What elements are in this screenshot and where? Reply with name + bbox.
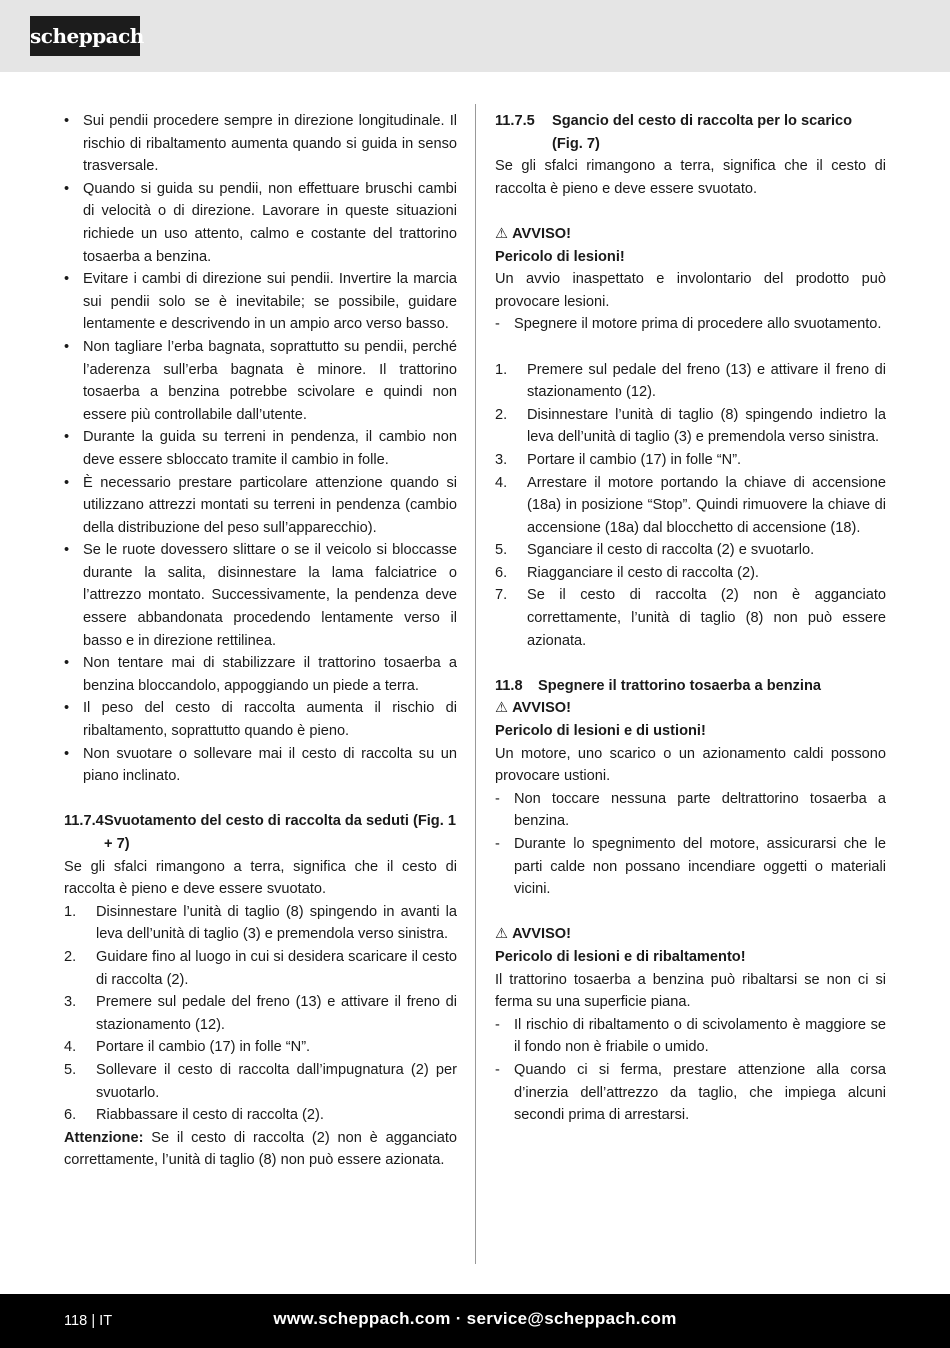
section-intro: Se gli sfalci rimangono a terra, significa che il cesto di raccolta è pieno e deve essere svuotato.	[64, 858, 457, 898]
list-item: 3. Premere sul pedale del freno (13) e attivare il freno di stazionamento (12).	[64, 994, 457, 1033]
list-item: - Non toccare nessuna parte deltrattorino tosaerba a benzina.	[495, 788, 886, 833]
warning-heading: ⚠ AVVISO!	[495, 223, 886, 246]
section-intro: Se gli sfalci rimangono a terra, significa che il cesto di raccolta è pieno e deve essere svuotato.	[495, 158, 886, 197]
section-heading-11-8	[495, 675, 886, 698]
warning-text: Il trattorino tosaerba a benzina può ribaltarsi se non ci si ferma su una superficie piana.	[495, 971, 886, 1011]
warning-text: Un avvio inaspettato e involontario del prodotto può provocare lesioni.	[495, 271, 886, 310]
list-item: • Se le ruote dovessero slittare o se il veicolo si bloccasse durante la salita, disinnestare la lama falciatrice o l’attrezzo montato. Successivamente, la pendenza deve essere abbandonata procedendo lentamente verso il basso e in direzione rettilinea.	[64, 539, 457, 652]
warning-triangle-icon: ⚠	[495, 225, 509, 242]
warning-heading: ⚠ AVVISO!	[495, 923, 886, 946]
warning-title: Pericolo di lesioni e di ribaltamento!	[495, 948, 746, 965]
list-item: • Durante la guida su terreni in pendenza, il cambio non deve essere sbloccato tramite il cambio in folle.	[64, 426, 457, 471]
list-item: 7. Se il cesto di raccolta (2) non è agganciato correttamente, l’unità di taglio (8) non può essere azionata.	[495, 587, 886, 649]
list-item: • Non svuotare o sollevare mai il cesto di raccolta su un piano inclinato.	[64, 743, 457, 788]
steps-list	[495, 359, 886, 653]
page-header	[0, 0, 950, 72]
scheppach-logo: scheppach	[30, 16, 140, 56]
left-column	[64, 110, 457, 1172]
list-item: 6. Riagganciare il cesto di raccolta (2).	[495, 564, 759, 581]
warning-heading: ⚠ AVVISO!	[495, 697, 886, 720]
list-item: - Spegnere il motore prima di procedere allo svuotamento.	[495, 313, 886, 336]
list-item: 6. Riabbassare il cesto di raccolta (2).	[64, 1107, 324, 1124]
list-item: • Il peso del cesto di raccolta aumenta il rischio di ribaltamento, soprattutto quando è pieno.	[64, 697, 457, 742]
attention-note: Attenzione: Se il cesto di raccolta (2) non è agganciato correttamente, l’unità di taglio (8) non può essere azionata.	[64, 1129, 457, 1169]
list-item: 5. Sollevare il cesto di raccolta dall’impugnatura (2) per svuotarlo.	[64, 1061, 457, 1101]
column-divider	[475, 104, 476, 1264]
list-item: • È necessario prestare particolare attenzione quando si utilizzano attrezzi montati su terreni in pendenza (cambio della distribuzione del peso sull’apparecchio).	[64, 472, 457, 540]
list-item: 2. Guidare fino al luogo in cui si desidera scaricare il cesto di raccolta (2).	[64, 948, 457, 988]
warning-dash-list	[495, 313, 886, 336]
warning-title: Pericolo di lesioni e di ustioni!	[495, 723, 706, 740]
list-item: - Durante lo spegnimento del motore, assicurarsi che le parti calde non possano incendiare oggetti o materiali vicini.	[495, 833, 886, 901]
section-heading-11-7-5	[495, 110, 886, 155]
section-number: 11.7.4	[64, 813, 104, 830]
list-item: • Evitare i cambi di direzione sui pendii. Invertire la marcia sui pendii solo se è inevitabile; se possibile, guidare lentamente e descrivendo in un ampio arco verso basso.	[64, 268, 457, 336]
section-title: Sgancio del cesto di raccolta per lo scarico (Fig. 7)	[552, 113, 853, 152]
section-title: Spegnere il trattorino tosaerba a benzina	[538, 677, 822, 694]
list-item: 3. Portare il cambio (17) in folle “N”.	[495, 451, 742, 468]
list-item: 2. Disinnestare l’unità di taglio (8) spingendo indietro la leva dell’unità di taglio (3) e premendola verso sinistra.	[495, 406, 886, 446]
list-item: • Quando si guida su pendii, non effettuare bruschi cambi di velocità o di direzione. Lavorare in queste situazioni richiede un uso attento, calmo e costante del trattorino tosaerba a benzina.	[64, 178, 457, 268]
list-item: - Il rischio di ribaltamento o di scivolamento è maggiore se il fondo non è friabile o umido.	[495, 1014, 886, 1059]
safety-bullet-list	[64, 110, 457, 788]
right-column	[495, 110, 886, 1127]
section-heading-11-7-4	[64, 810, 457, 855]
list-item: • Non tagliare l’erba bagnata, soprattutto su pendii, perché l’aderenza sull’erba bagnata è minore. Il trattorino tosaerba a benzina potrebbe scivolare e quindi non essere più controllabile dall’utente.	[64, 336, 457, 426]
list-item: 1. Premere sul pedale del freno (13) e attivare il freno di stazionamento (12).	[495, 361, 886, 401]
list-item: 4. Portare il cambio (17) in folle “N”.	[64, 1039, 311, 1056]
section-title: Svuotamento del cesto di raccolta da seduti (Fig. 1 + 7)	[104, 813, 456, 852]
list-item: 1. Disinnestare l’unità di taglio (8) spingendo in avanti la leva dell’unità di taglio (3) e premendola verso sinistra.	[64, 903, 457, 943]
page-footer	[0, 1294, 950, 1348]
warning-triangle-icon: ⚠	[495, 926, 509, 943]
warning-dash-list	[495, 788, 886, 901]
list-item: 4. Arrestare il motore portando la chiave di accensione (18a) in posizione “Stop”. Quindi rimuovere la chiave di accensione (18a) dal blocchetto di accensione (18).	[495, 474, 886, 536]
warning-title: Pericolo di lesioni!	[495, 248, 625, 265]
list-item: • Non tentare mai di stabilizzare il trattorino tosaerba a benzina bloccandolo, appoggiando un piede a terra.	[64, 652, 457, 697]
warning-dash-list	[495, 1014, 886, 1127]
steps-list	[64, 901, 457, 1127]
section-number: 11.7.5	[495, 113, 535, 129]
warning-text: Un motore, uno scarico o un azionamento caldi possono provocare ustioni.	[495, 745, 886, 785]
section-number: 11.8	[495, 677, 523, 694]
list-item: 5. Sganciare il cesto di raccolta (2) e svuotarlo.	[495, 542, 815, 559]
attention-label: Attenzione:	[64, 1129, 144, 1146]
list-item: • Sui pendii procedere sempre in direzione longitudinale. Il rischio di ribaltamento aumenta quando si guida in senso trasversale.	[64, 110, 457, 178]
warning-triangle-icon: ⚠	[495, 700, 509, 717]
footer-links: www.scheppach.com · service@scheppach.com	[273, 1309, 677, 1328]
list-item: - Quando ci si ferma, prestare attenzione alla corsa d’inerzia dell’attrezzo da taglio, che impiega alcuni secondi prima di arrestarsi.	[495, 1059, 886, 1127]
page-number: 118 | IT	[64, 1313, 113, 1329]
